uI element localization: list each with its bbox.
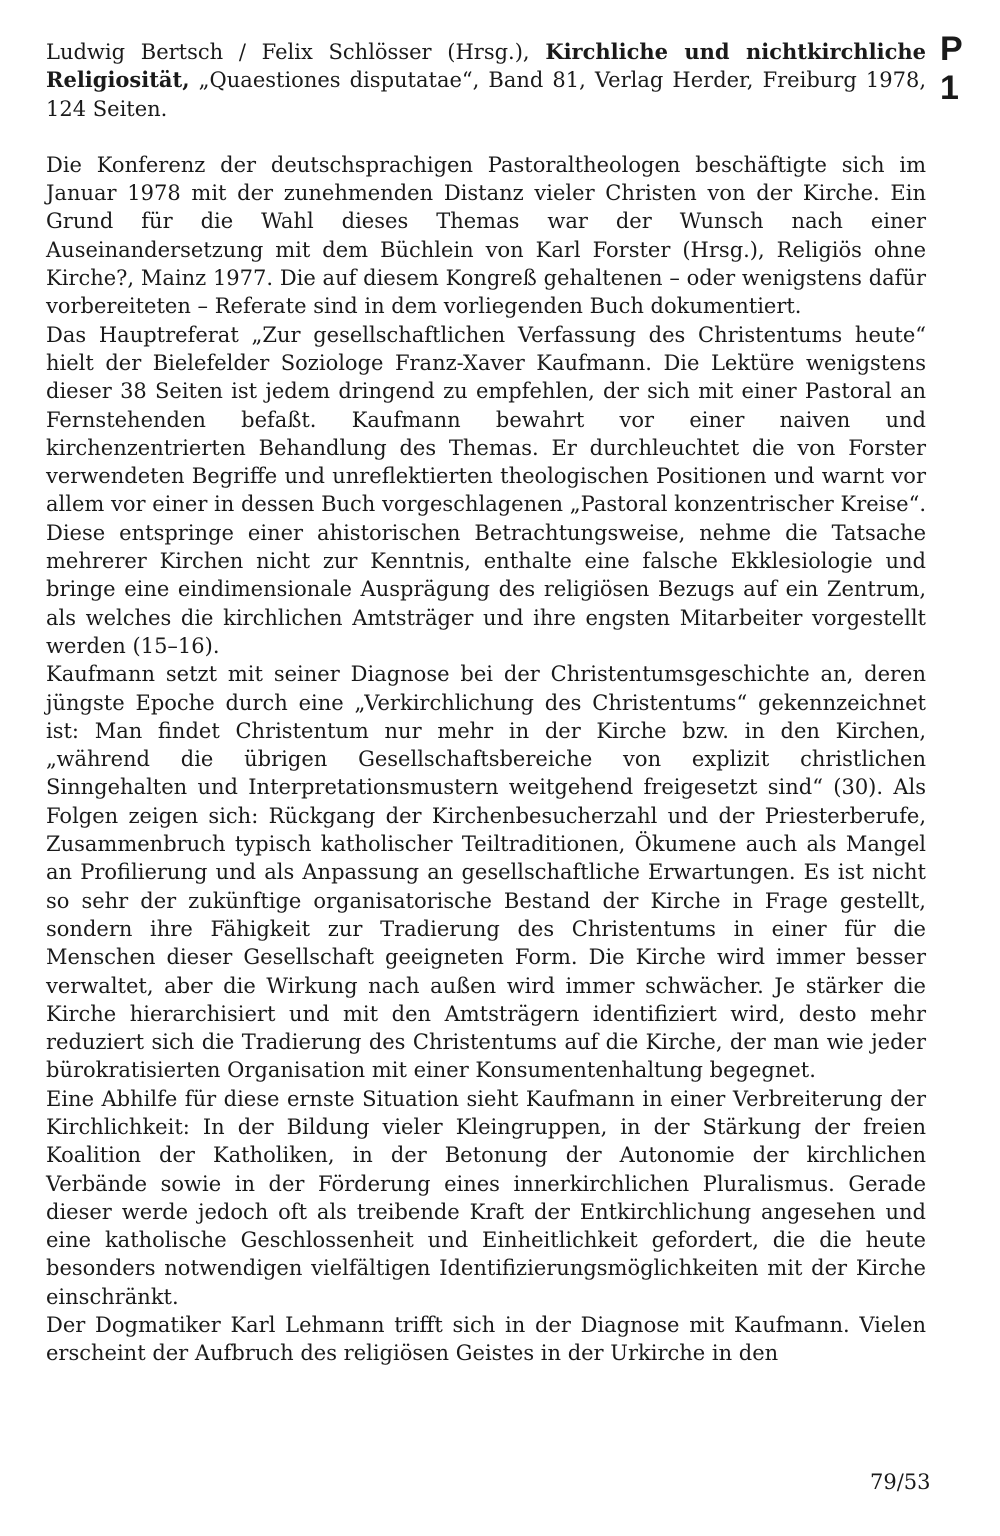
- corner-mark: P 1: [940, 30, 967, 107]
- paragraph-5: Der Dogmatiker Karl Lehmann trifft sich in der Diagnose mit Kaufmann. Vielen erscheint der Aufbruch des religiösen Geistes in der Urkirche in den: [46, 1313, 926, 1366]
- paragraph-1: Die Konferenz der deutschsprachigen Pastoraltheologen beschäftigte sich im Januar 1978 mit der zunehmenden Distanz vieler Christen von der Kirche. Ein Grund für die Wahl dieses Themas war der Wunsch nach einer Auseinandersetzung mit dem Büchlein von Karl Forster (Hrsg.), Religiös ohne Kirche?, Mainz 1977. Die auf diesem Kongreß gehaltenen – oder wenigstens dafür vorbereiteten – Referate sind in dem vorliegenden Buch dokumentiert.: [46, 152, 926, 319]
- citation-details: „Quaestiones disputatae“, Band 81, Verlag Herder, Freiburg 1978, 124 Seiten.: [46, 68, 926, 121]
- citation-authors: Ludwig Bertsch / Felix Schlösser (Hrsg.),: [46, 40, 530, 64]
- review-page: [46, 38, 926, 1368]
- citation-title: Kirchliche und nichtkirchliche Religiosität,: [46, 39, 926, 93]
- page-number: 79/53: [870, 1470, 931, 1494]
- paragraph-3: Kaufmann setzt mit seiner Diagnose bei der Christentumsgeschichte an, deren jüngste Epoche durch eine „Verkirchlichung des Christentums“ gekennzeichnet ist: Man findet Christentum nur mehr in der Kirche bzw. in den Kirchen, „während die übrigen Gesellschaftsbereiche von explizit christlichen Sinngehalten und Interpretationsmustern weitgehend freigesetzt sind“ (30). Als Folgen zeigen sich: Rückgang der Kirchenbesucherzahl und der Priesterberufe, Zusammenbruch typisch katholischer Teiltraditionen, Ökumene auch als Mangel an Profilierung und als Anpassung an gesellschaftliche Erwartungen. Es ist nicht so sehr der zukünftige organisatorische Bestand der Kirche in Frage gestellt, sondern ihre Fähigkeit zur Tradierung des Christentums in einer für die Menschen dieser Gesellschaft geeigneten Form. Die Kirche wird immer besser verwaltet, aber die Wirkung nach außen wird immer schwächer. Je stärker die Kirche hierarchisiert und mit den Amtsträgern identifiziert wird, desto mehr reduziert sich die Tradierung des Christentums auf die Kirche, der man wie jeder bürokratisierten Organisation mit einer Konsumentenhaltung begegnet.: [46, 662, 926, 1083]
- book-citation: [46, 38, 926, 123]
- paragraph-2: Das Hauptreferat „Zur gesellschaftlichen Verfassung des Christentums heute“ hielt der Bielefelder Soziologe Franz-Xaver Kaufmann. Die Lektüre wenigstens dieser 38 Seiten ist jedem dringend zu empfehlen, der sich mit einer Pastoral an Fernstehenden befaßt. Kaufmann bewahrt vor einer naiven und kirchenzentrierten Behandlung des Themas. Er durchleuchtet die von Forster verwendeten Begriffe und unreflektierten theologischen Positionen und warnt vor allem vor einer in dessen Buch vorgeschlagenen „Pastoral konzentrischer Kreise“. Diese entspringe einer ahistorischen Betrachtungsweise, nehme die Tatsache mehrerer Kirchen nicht zur Kenntnis, enthalte eine falsche Ekklesiologie und bringe eine eindimensionale Ausprägung des religiösen Bezugs auf ein Zentrum, als welches die kirchlichen Amtsträger und ihre engsten Mitarbeiter vorgestellt werden (15–16).: [46, 322, 926, 658]
- review-body: [46, 151, 926, 1368]
- paragraph-4: Eine Abhilfe für diese ernste Situation sieht Kaufmann in einer Verbreiterung der Kirchlichkeit: In der Bildung vieler Kleingruppen, in der Stärkung der freien Koalition der Katholiken, in der Betonung der Autonomie der kirchlichen Verbände sowie in der Förderung eines innerkirchlichen Pluralismus. Gerade dieser werde jedoch oft als treibende Kraft der Entkirchlichung angesehen und eine katholische Geschlossenheit und Einheitlichkeit gefordert, die die heute besonders notwendigen vielfältigen Identifizierungsmöglichkeiten mit der Kirche einschränkt.: [46, 1086, 926, 1309]
